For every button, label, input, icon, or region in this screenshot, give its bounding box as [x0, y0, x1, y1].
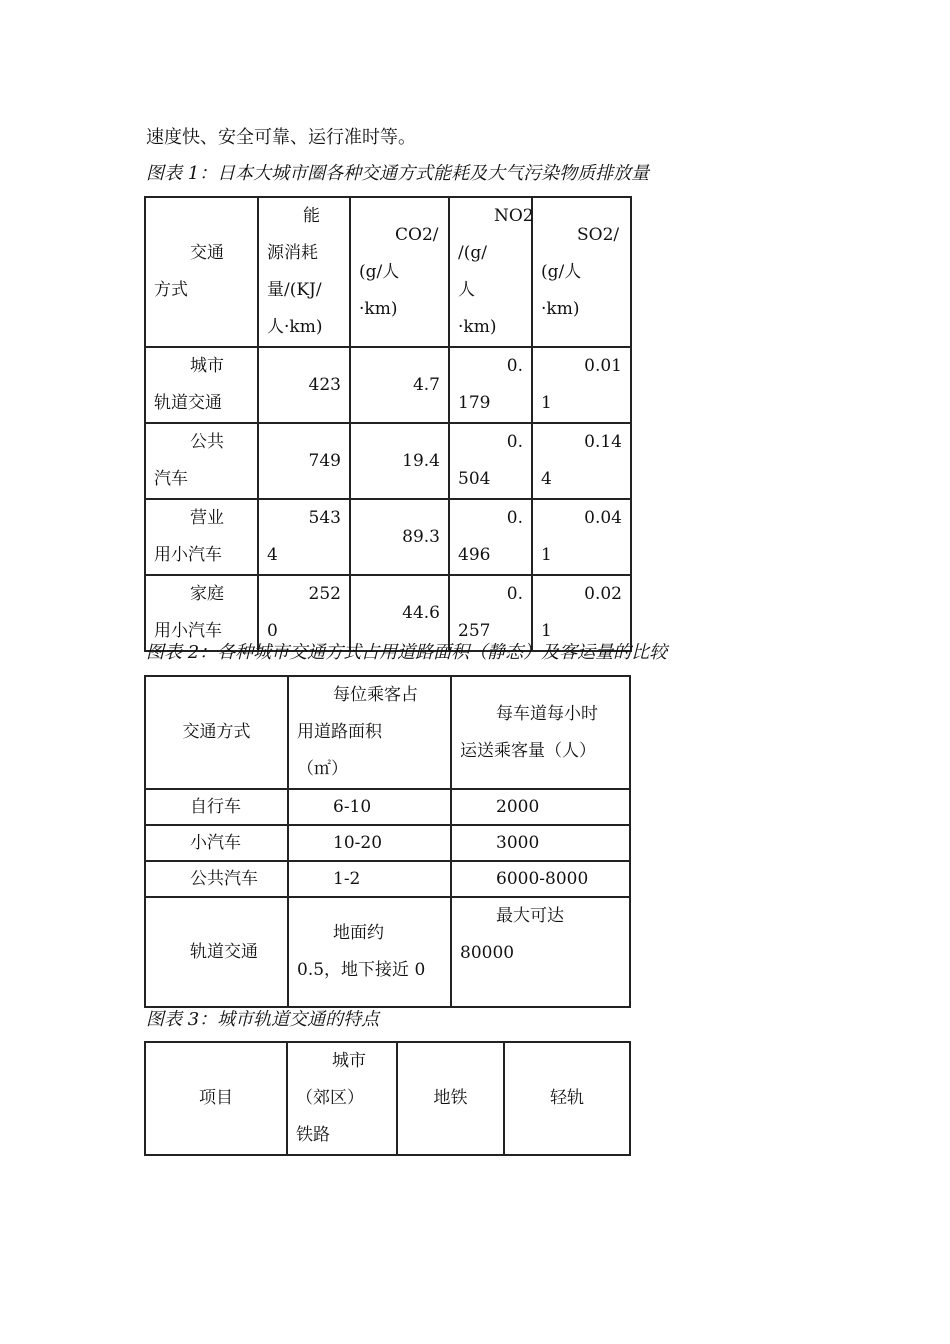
table1-header-so2: SO2/ (g/人 ·km) — [532, 197, 631, 347]
table-row: 城市 轨道交通 423 4.7 0. 179 0.01 1 — [145, 347, 631, 423]
table1-cell-no2: 0. — [506, 432, 523, 452]
table1-cell-so2: 0.14 — [584, 432, 622, 452]
table2-cell-area: 10-20 — [333, 833, 383, 853]
table1-cell-no2: 0. — [506, 584, 523, 604]
table3 — [144, 1041, 631, 1156]
table-row: 公共 汽车 749 19.4 0. 504 0.14 4 — [145, 423, 631, 499]
table2-cell-capacity: 2000 — [496, 797, 540, 817]
table3-header-item: 项目 — [145, 1042, 287, 1155]
table1-cell-energy: 423 — [308, 374, 341, 395]
table2-cell-mode: 公共汽车 — [190, 869, 258, 889]
table-row — [145, 861, 630, 897]
table1-cell-no2: 0. — [506, 356, 523, 376]
table1-header-mode: 交通 方式 — [145, 197, 258, 347]
table1-header-no2: NO2 /(g/ 人 ·km) — [449, 197, 532, 347]
table1-cell-co2: 4.7 — [412, 374, 440, 395]
table1-cell-no2: 0. — [506, 508, 523, 528]
table1-cell-mode: 家庭 — [190, 584, 224, 604]
table-row — [145, 789, 630, 825]
table1-header-energy: 能 源消耗 量/(KJ/ 人·km) — [258, 197, 350, 347]
table3-header-railway: 城市 （郊区） 铁路 — [287, 1042, 397, 1155]
table1-cell-energy: 252 — [308, 584, 341, 604]
table1-cell-energy: 543 — [308, 508, 341, 528]
table2-cell-capacity: 3000 — [496, 833, 540, 853]
table1-cell-co2: 19.4 — [402, 450, 440, 471]
table1-header-row — [145, 197, 631, 347]
table-row: 轨道交通 地面约 0.5，地下接近 0 最大可达 80000 — [145, 897, 630, 1007]
table2-cell-area: 1-2 — [333, 869, 361, 889]
table1-cell-so2: 0.04 — [584, 508, 622, 528]
table-row: 家庭 用小汽车 252 0 44.6 0. 257 0.02 1 — [145, 575, 631, 651]
intro-text: 速度快、安全可靠、运行准时等。 — [146, 127, 416, 148]
table1-cell-mode: 营业 — [190, 508, 224, 528]
table1-cell-co2: 89.3 — [402, 526, 440, 547]
table1-header-co2: CO2/ (g/人 ·km) — [350, 197, 449, 347]
table3-header-subway: 地铁 — [397, 1042, 504, 1155]
table1-cell-mode: 城市 — [190, 356, 224, 376]
table2-cell-mode: 自行车 — [190, 797, 241, 817]
table3-caption: 图表 3：城市轨道交通的特点 — [146, 1009, 380, 1030]
table1-cell-co2: 44.6 — [402, 602, 440, 623]
table3-header-row — [145, 1042, 630, 1155]
table2-header-row — [145, 676, 630, 789]
table2-cell-mode: 小汽车 — [190, 833, 241, 853]
table2-cell-capacity: 最大可达 — [496, 906, 564, 926]
table2-header-capacity: 每车道每小时 运送乘客量（人） — [451, 676, 630, 789]
table2-caption: 图表 2：各种城市交通方式占用道路面积（静态）及客运量的比较 — [146, 642, 668, 663]
table2-cell-capacity: 6000-8000 — [496, 869, 589, 889]
table3-header-light-rail: 轻轨 — [504, 1042, 630, 1155]
table2-header-area: 每位乘客占 用道路面积 （㎡） — [288, 676, 451, 789]
table1-caption: 图表 1：日本大城市圈各种交通方式能耗及大气污染物质排放量 — [146, 163, 650, 184]
table2-cell-area: 地面约 — [333, 923, 384, 943]
table-row — [145, 825, 630, 861]
table1-cell-energy: 749 — [308, 450, 341, 471]
table1-cell-so2: 0.01 — [584, 356, 622, 376]
table2-cell-area: 6-10 — [333, 797, 372, 817]
table-row: 营业 用小汽车 543 4 89.3 0. 496 0.04 1 — [145, 499, 631, 575]
table1 — [144, 196, 632, 652]
table1-cell-mode: 公共 — [190, 432, 224, 452]
table2-header-mode: 交通方式 — [145, 676, 288, 789]
table2 — [144, 675, 631, 1008]
table2-cell-mode: 轨道交通 — [190, 941, 258, 962]
table1-cell-so2: 0.02 — [584, 584, 622, 604]
